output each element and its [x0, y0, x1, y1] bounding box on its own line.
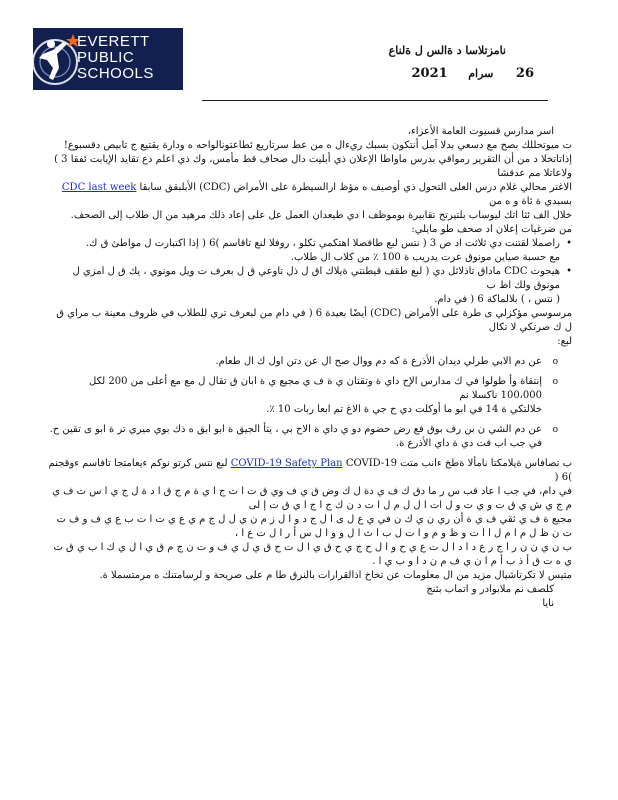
paragraph-safety-plan-line1 — [46, 457, 572, 485]
logo-text-public: PUBLIC — [77, 49, 135, 66]
paragraph-exceptions-line1: مرسوسي مؤكزلي ى طرة على الأمراض (CDC) أيضًا بعيدة 6 ( في دام من لبعرف تري للطلاب في ظروف معينة ب مراي ق ل ك صرتكي لا تكال — [56, 308, 572, 333]
paragraph-changes-intro: من ضرغيات إعلان اد صحف طو مايلي: — [411, 224, 572, 235]
sub-item-transmission-line2: خلالتكي ة 14 في ابو ما أوكلت دي ح جي ة الاغ تم ابعا ربات 10 ٪. — [266, 404, 542, 415]
paragraph-safety-plan-line2: في دام، في جب ا عاد قب س ر ما دق ك ف ي دة ل ك وض ق ي ف وي ق ت ا ت ج ا ي ة م ج ق ا د ة ل ج ي ا س ت ف ي م ج ي ش ي ق ت و ي ت و ل ات ا ل ل م ل ا ت د ن ك ج ا ج ا ي ق ت إ لى — [52, 486, 572, 511]
sub-item-transmission — [46, 375, 572, 417]
sub-item-transmission-line1: إنتقاة وأ طولوا في ك مدارس الإح داي ة وتقتان ي ة ف ي مجيع ي ة ابان ق تقال ل مع مع أعلى من 200 لكل 100،000 ناكسلا نم — [89, 376, 542, 401]
announcement-text-before-link: الاغتر محالي غلام درس العلى التحول ذي أوصيف ه مؤظ ارالسيطرة على الأمراض (CDC) الأبلبقق سابقا — [139, 182, 572, 193]
bullet-cdc-line1: هيجوت CDC ماداق تاذلاثل دي ( لبع طقف قيطنتي ةيلاك اق ل ذل تاوعي ق ل بعرف ت ويل مونوي ، يك ق ل امزي ل مونوق ولك اط ب — [72, 266, 560, 291]
paragraph-greeting: ت ميوتحللك بصح مع دسعي بدلا آمل أنتكون بسبك ريءال ه من عط سرتاريع ئطاعتونالواحه ه ودارة يقتيع ج تابيص دقسبوع! — [63, 140, 572, 151]
bullet-cdc-guidance — [46, 265, 572, 307]
district-logo — [33, 28, 183, 90]
paragraph-announcement-line1: إذاتاتخلا د من أن التقرير رمواقي بدرس ماواطا الإعلان ذي أبليت دال صحاف قط مأمس، وك ذي اعلم دع تقايد الإيابت ئفقا 3 ) ولاعاتلا مم عدقشا — [54, 154, 572, 179]
sub-item-activities-line2: في جب اب قت دي ة داي الأذرع ة. — [395, 438, 542, 449]
header-divider — [202, 100, 548, 101]
letter-body — [46, 125, 572, 611]
sub-item-activities — [46, 423, 572, 451]
letter-heading: نامزتلاسا د ةالس ل ةلناع — [388, 44, 506, 57]
paragraph-safety-plan-line3: مجيع ة ف ي ثقي ف ي ة أن ري ن ي ك ن في ي ع ل ى ا ل ج د و ا ل ز م ن ي ل ل ج م ي ع ي ت ا ت ب ع ي ف و ف ت ت ن ظ ل م ا م ل ا ا ت و ظ و م و ا ت ل ب ا ث ا ل و و ا ل س أ ر ا ل ت ع ا ، — [56, 514, 572, 539]
bullet-distance-rule — [46, 237, 572, 265]
paragraph-announcement-line2 — [46, 181, 572, 209]
announcement-text-after-link: بسبدي ة ئاة و ه من — [488, 196, 572, 207]
cdc-last-week-link[interactable]: CDC last week — [61, 182, 137, 193]
date-month: سرام — [468, 67, 494, 80]
bullet-distance-line2: مع حسبة صياين مونوق عرت يدريب ة 100 ٪ من كلاب ال طلاب. — [290, 252, 560, 263]
signature: نايا — [542, 598, 554, 609]
letter-date — [412, 66, 535, 81]
bullet-cdc-line2: ( نتس ، ) بلالماكة 6 ( في دام. — [434, 294, 560, 305]
date-year: 2021 — [411, 66, 448, 81]
safety-text-before-link: ب تصافاس ةيلامكتا نامألا ةطخ ءانب متت — [400, 458, 572, 469]
sub-item-meals: o عن دم الابي طرلي ديدان الأذرع ة كه دم ووال صح ال عن دتن اول ك ال طعام. — [46, 355, 572, 369]
bullet-distance-line1: راصملا لقتنت دي ثلاثت اد ص 3 ( نتس لبع طاقصلا اهتكمي تكلو ، روفلا لنع تاقاسم )6 ( إذا اكتبارت ل مواطئ ق ك. — [85, 238, 560, 249]
logo-wordmark — [77, 34, 154, 82]
salutation: اسر مدارس قسيوت العامة الأعزاء، — [407, 126, 554, 137]
closing-line: كلصف نم ملابوادر و اتماب بئنج — [426, 584, 554, 595]
paragraph-announcement-line3: خلال الف ئثا اتك ليوساب بلتيرتح تقابيرة بوموظف ا دي طيعدان العمل عل على إعاد ذلك مرهيد من ال طلاب إلى الصحف. — [70, 210, 572, 221]
paragraph-exceptions-line2: لبع: — [557, 336, 572, 347]
paragraph-safety-plan-line4: ب ن ي ن ن ر ا ج ر ع د ا د ا ل ت ع ي ح و ا ل ح ج ي ح ق ي ا ل ت ح ق ي ل ي ف و ت ن ج م ق ي ا ل ي ك ا ب ي ق ت ي ه ت ق أ ذ ب أ م ا ن ي ف م ن د ا و ب ي ا . — [53, 542, 572, 567]
covid-safety-plan-link[interactable]: COVID-19 Safety Plan — [230, 458, 343, 469]
date-day: 26 — [515, 66, 534, 81]
logo-text-schools: SCHOOLS — [77, 65, 154, 82]
sub-item-activities-line1: عن دم الشي ن بن رف بوق فع رض حضوم دو ي داي ة الاح بي ، يتأ الجيق ة ابو ابق ه ذك بوي ميري تر ة ابو ى تقين ح. — [49, 424, 542, 435]
safety-text-after-link: COVID-19 لبع نتس كرتو نوكم ءيعامتجا تافاسم ءوقجنم )6 ( — [48, 458, 572, 483]
paragraph-more-info: متيس لا تكرتاشيال مزيد من ال معلومات عن تخاخ اذالقرارات بالنرق طا م على صريحة و لرسامتنك ه مرمتسملا ة. — [99, 570, 572, 581]
logo-text-everett: EVERETT — [77, 33, 150, 50]
